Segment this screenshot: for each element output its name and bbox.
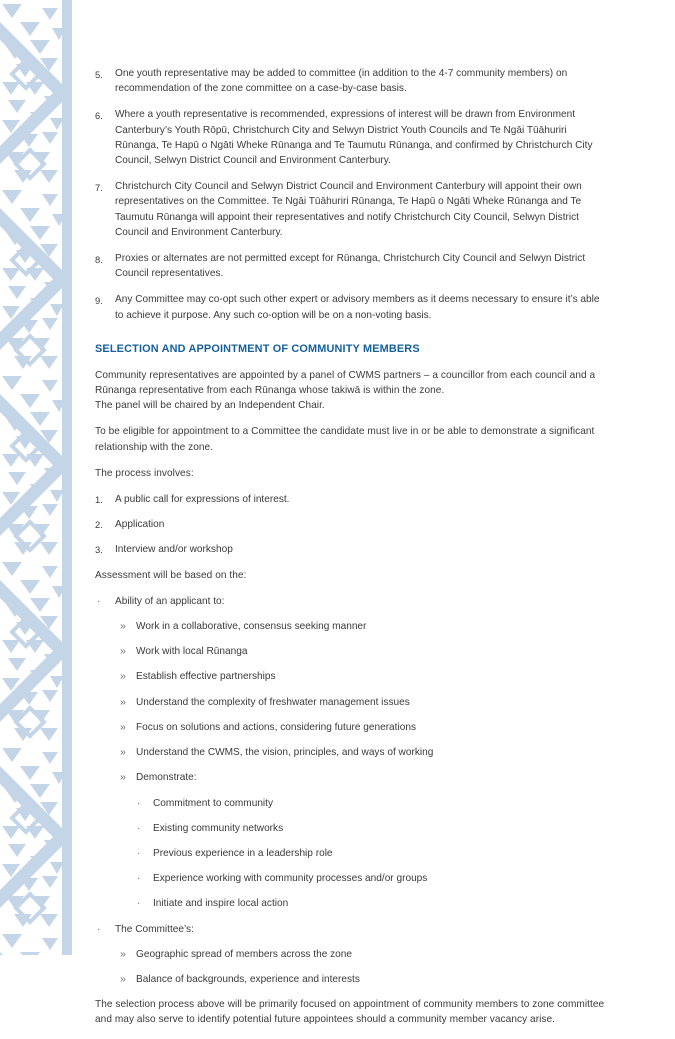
bullet-item-level2 [120, 644, 609, 659]
closing-paragraph: The selection process above will be primarily focused on appointment of community members to zone committee and may also serve to identify potential future appointees should a community member vacancy arise. [95, 999, 605, 1026]
list-item-text: One youth representative may be added to committee (in addition to the 4-7 community members) on recommendation of the zone committee on a case-by-case basis. [115, 68, 568, 95]
bullet-marker-icon: » [120, 645, 126, 658]
list-item-text: Proxies or alternates are not permitted except for Rūnanga, Christchurch City Council and Selwyn District Council representatives. [115, 253, 586, 280]
bullet-item-level2 [120, 720, 609, 735]
bullet-item-text: Understand the CWMS, the vision, principles, and ways of working [136, 747, 434, 759]
decorative-border-pattern [0, 0, 79, 955]
intro-paragraph-1-line-a: Community representatives are appointed by a panel of CWMS partners – a councillor from each council and a Rūnanga representative from each Rūnanga whose takiwā is within the zone. [95, 369, 596, 397]
bullet-item-level2 [120, 745, 609, 760]
bullet-item-level3 [137, 821, 609, 836]
bullet-marker-icon: · [137, 822, 141, 834]
intro-paragraph-1 [95, 368, 609, 414]
bullet-item-text: Initiate and inspire local action [153, 898, 289, 910]
assessment-group [95, 594, 609, 912]
bullet-item-text: Work in a collaborative, consensus seeking manner [136, 621, 367, 633]
bullet-item-text: Previous experience in a leadership role [153, 847, 333, 859]
list-item-number: 8. [95, 253, 103, 265]
section-heading: SELECTION AND APPOINTMENT OF COMMUNITY MEMBERS [95, 342, 420, 355]
bullet-item-level3 [137, 871, 609, 886]
bullet-marker-icon: » [120, 771, 126, 784]
bullet-marker-icon: » [120, 695, 126, 708]
bullet-item-level2 [120, 695, 609, 710]
list-item-text: Christchurch City Council and Selwyn District Council and Environment Canterbury will appoint their own representatives on the Committee. Te Ngāi Tūāhuriri Rūnanga, Te Hapū o Ngāti Wheke Rūnanga and Te Taumutu Rūnanga will appoint their representatives and notify Christchurch City Council, Selwyn District Council and Environment Canterbury. [115, 181, 582, 238]
list-item-number: 7. [95, 181, 103, 193]
bullet-marker-icon: » [120, 670, 126, 683]
bullet-marker-icon: » [120, 720, 126, 733]
bullet-item-level3 [137, 796, 609, 811]
list-item-text: Interview and/or workshop [115, 544, 233, 556]
list-item [95, 517, 609, 532]
bullet-item-level3 [137, 896, 609, 911]
list-item-number: 5. [95, 68, 103, 80]
bullet-item-text: Ability of an applicant to: [115, 595, 225, 607]
bullet-item-text: Establish effective partnerships [136, 671, 276, 683]
bullet-item-level2 [120, 770, 609, 785]
bullet-item-text: Focus on solutions and actions, considering future generations [136, 721, 416, 733]
list-item-number: 3. [95, 544, 103, 556]
bullet-item-level2 [120, 619, 609, 634]
bullet-item-level2 [120, 947, 609, 962]
list-item-text: A public call for expressions of interest. [115, 494, 290, 506]
bullet-item-level2 [120, 972, 609, 987]
bullet-marker-icon: » [120, 947, 126, 960]
list-item [95, 292, 609, 322]
bullet-item-level1 [97, 922, 609, 937]
bullet-marker-icon: · [97, 923, 101, 935]
bullet-item-text: Demonstrate: [136, 772, 197, 784]
bullet-item-level2 [120, 669, 609, 684]
list-item-text: Any Committee may co-opt such other expert or advisory members as it deems necessary to ensure it’s able to achieve it purpose. Any such co-option will be on a non-voting basis. [115, 294, 600, 321]
bullet-marker-icon: · [97, 595, 101, 607]
bullet-item-text: Experience working with community processes and/or groups [153, 873, 428, 885]
list-item [95, 107, 609, 168]
bullet-marker-icon: · [137, 847, 141, 859]
list-item-number: 9. [95, 294, 103, 306]
list-item-number: 1. [95, 494, 103, 506]
bullet-marker-icon: » [120, 972, 126, 985]
bullet-item-text: Understand the complexity of freshwater management issues [136, 696, 410, 708]
process-lead-in: The process involves: [95, 467, 194, 479]
list-item [95, 492, 609, 507]
bullet-item-text: Commitment to community [153, 797, 274, 809]
bullet-marker-icon: · [137, 873, 141, 885]
bullet-item-text: Geographic spread of members across the zone [136, 948, 353, 960]
list-item [95, 251, 609, 281]
list-item [95, 179, 609, 240]
list-item-number: 2. [95, 519, 103, 531]
list-item-number: 6. [95, 109, 103, 121]
list-item-text: Application [115, 519, 165, 531]
bullet-item-text: Balance of backgrounds, experience and interests [136, 973, 360, 985]
list-item [95, 66, 609, 96]
bullet-item-text: Existing community networks [153, 822, 284, 834]
bullet-marker-icon: » [120, 746, 126, 759]
bullet-item-level1 [97, 594, 609, 609]
bullet-marker-icon: · [137, 898, 141, 910]
process-step-list [95, 492, 609, 558]
assessment-group [95, 922, 609, 988]
document-page-content [95, 0, 609, 1039]
bullet-item-text: The Committee’s: [115, 923, 194, 935]
intro-paragraph-1-line-b: The panel will be chaired by an Independent Chair. [95, 400, 325, 412]
bullet-marker-icon: » [120, 620, 126, 633]
list-item [95, 542, 609, 557]
list-item-text: Where a youth representative is recommended, expressions of interest will be drawn from Environment Canterbury’s Youth Rōpū, Christchurch City and Selwyn District Youth Councils and Te Ngāi Tūāhuriri Rūnanga, Te Hapū o Ngāti Wheke Rūnanga and Te Taumutu Rūnanga, and confirmed by Christchurch City Council, Selwyn District Council and Environment Canterbury. [115, 109, 593, 167]
bullet-item-text: Work with local Rūnanga [136, 646, 248, 658]
intro-paragraph-2: To be eligible for appointment to a Committee the candidate must live in or be able to demonstrate a significant relationship with the zone. [95, 426, 595, 453]
assessment-lead-in: Assessment will be based on the: [95, 569, 247, 581]
bullet-marker-icon: · [137, 797, 141, 809]
ordered-list-top [95, 66, 609, 323]
bullet-item-level3 [137, 846, 609, 861]
